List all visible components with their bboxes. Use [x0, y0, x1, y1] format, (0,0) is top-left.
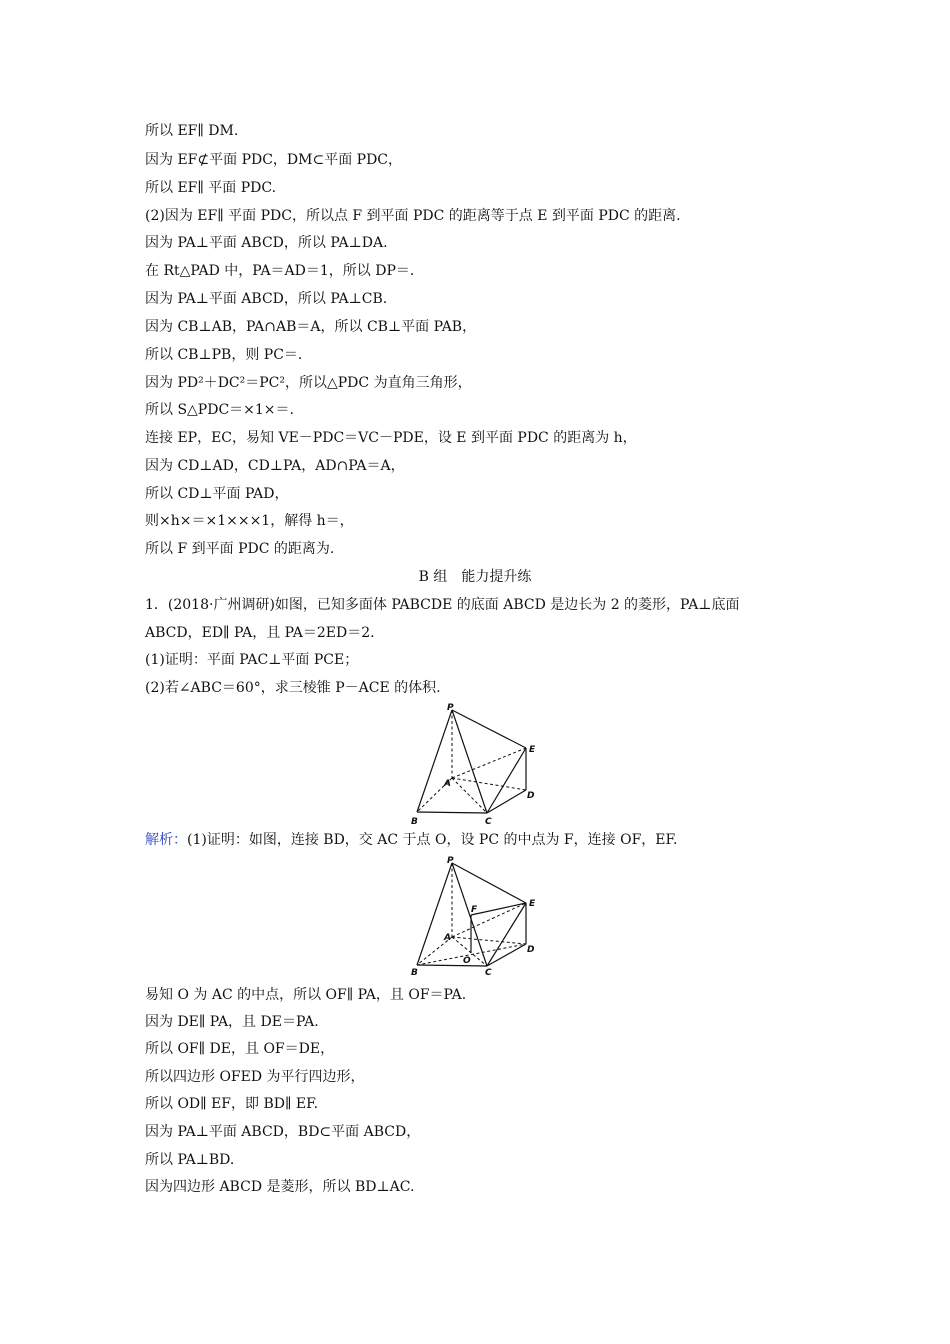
text-line: 因为 CD⊥AD，CD⊥PA，AD∩PA＝A，: [145, 458, 405, 474]
text-line: 所以 CB⊥PB，则 PC＝.: [145, 347, 303, 363]
vertex-label-P: P: [447, 856, 454, 866]
text-line: 因为 EF⊄平面 PDC，DM⊂平面 PDC，: [145, 152, 403, 168]
vertex-label-F: F: [471, 905, 478, 915]
problem-line: ABCD，ED∥ PA，且 PA＝2ED＝2.: [145, 625, 375, 641]
text-line: 因为 PA⊥平面 ABCD，所以 PA⊥CB.: [145, 291, 388, 307]
text-line: 所以 EF∥ 平面 PDC.: [145, 180, 277, 196]
text-line: 所以 OD∥ EF，即 BD∥ EF.: [145, 1096, 319, 1112]
vertex-label-E: E: [529, 745, 536, 755]
text-line: 连接 EP，EC，易知 VE－PDC＝VC－PDE，设 E 到平面 PDC 的距离为 h，: [145, 430, 637, 446]
text-line: 所以 S△PDC＝×1×＝.: [145, 402, 294, 418]
text-line: 因为 PD²＋DC²＝PC²，所以△PDC 为直角三角形，: [145, 375, 472, 391]
vertex-label-P: P: [447, 703, 454, 713]
section-title: B 组 能力提升练: [418, 569, 532, 585]
vertex-label-B: B: [411, 968, 418, 978]
text-line: 所以 EF∥ DM.: [145, 123, 239, 139]
text-line: 因为四边形 ABCD 是菱形，所以 BD⊥AC.: [145, 1179, 415, 1195]
text-line: (2)因为 EF∥ 平面 PDC，所以点 F 到平面 PDC 的距离等于点 E 到平面 PDC 的距离.: [145, 208, 681, 224]
vertex-label-E: E: [529, 899, 536, 909]
vertex-label-C: C: [485, 817, 492, 827]
vertex-label-B: B: [411, 817, 418, 827]
text-line: 所以四边形 OFED 为平行四边形，: [145, 1069, 365, 1085]
vertex-label-D: D: [527, 945, 535, 955]
vertex-label-A: A: [444, 779, 451, 789]
text-line: 易知 O 为 AC 的中点，所以 OF∥ PA，且 OF＝PA.: [145, 987, 467, 1003]
problem-line: (2)若∠ABC＝60°，求三棱锥 P－ACE 的体积.: [145, 680, 441, 696]
vertex-label-O: O: [463, 956, 471, 966]
polyhedron-figure-1: [405, 700, 550, 828]
problem-line: (1)证明：平面 PAC⊥平面 PCE；: [145, 652, 359, 668]
polyhedron-figure-2: [405, 853, 550, 981]
text-line: 在 Rt△PAD 中，PA＝AD＝1，所以 DP＝.: [145, 263, 415, 279]
problem-line: 1．(2018·广州调研)如图，已知多面体 PABCDE 的底面 ABCD 是边长为 2 的菱形，PA⊥底面: [145, 597, 740, 613]
vertex-label-C: C: [485, 968, 492, 978]
text-line: 因为 PA⊥平面 ABCD，所以 PA⊥DA.: [145, 235, 388, 251]
vertex-label-D: D: [527, 791, 535, 801]
text-line: 所以 OF∥ DE，且 OF＝DE，: [145, 1041, 335, 1057]
vertex-label-A: A: [444, 933, 451, 943]
text-line: 所以 CD⊥平面 PAD，: [145, 486, 289, 502]
text-line: 则×h×＝×1×××1，解得 h＝，: [145, 513, 354, 529]
text-line: 因为 CB⊥AB，PA∩AB＝A，所以 CB⊥平面 PAB，: [145, 319, 477, 335]
text-line: 因为 PA⊥平面 ABCD，BD⊂平面 ABCD，: [145, 1124, 421, 1140]
solution-line: [145, 830, 677, 850]
text-line: 所以 F 到平面 PDC 的距离为.: [145, 541, 335, 557]
text-line: 所以 PA⊥BD.: [145, 1152, 235, 1168]
solution-label: 解析：: [145, 832, 187, 848]
solution-text: (1)证明：如图，连接 BD，交 AC 于点 O，设 PC 的中点为 F，连接 OF，EF.: [187, 832, 678, 848]
text-line: 因为 DE∥ PA，且 DE＝PA.: [145, 1014, 319, 1030]
